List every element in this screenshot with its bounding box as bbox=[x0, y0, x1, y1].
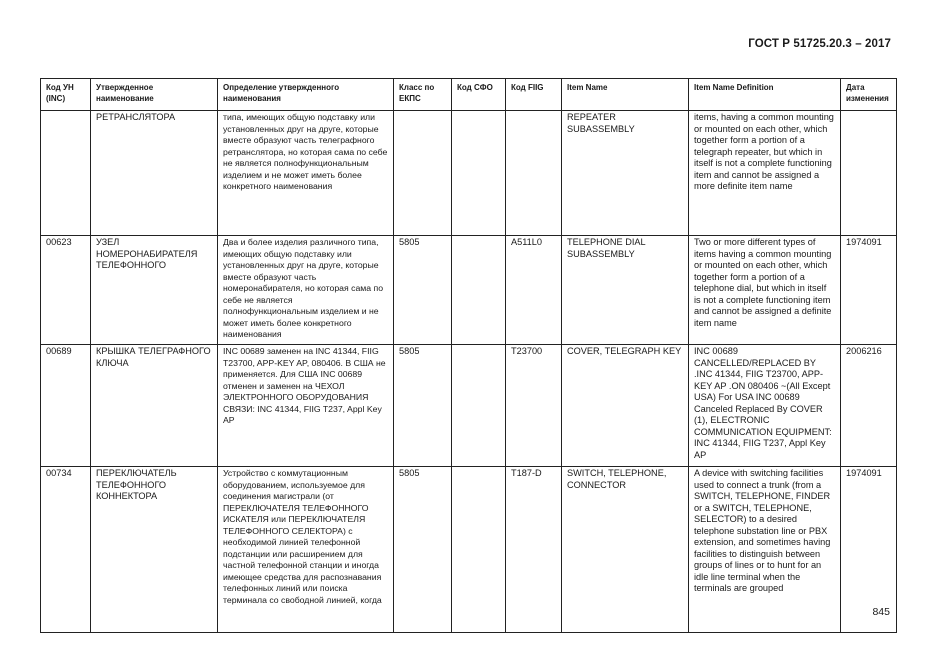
cell-sfo bbox=[452, 467, 506, 633]
cell-class: 5805 bbox=[394, 236, 452, 345]
cell-inc: 00689 bbox=[41, 345, 91, 467]
cell-name-definition: INC 00689 заменен на INC 41344, FIIG T23700, APP-KEY AP, 080406. В США не применяется. Для США INC 00689 отменен и заменен на ЧЕХОЛ ЭЛЕКТРОННОГО ОБОРУДОВАНИЯ СВЯЗИ: INC 41344, FIIG T237, Appl Key AP bbox=[218, 345, 394, 467]
cell-inc bbox=[41, 111, 91, 236]
column-header-name-definition: Определение утвержденного наименования bbox=[218, 79, 394, 111]
cell-item-definition: INC 00689 CANCELLED/REPLACED BY .INC 41344, FIIG T23700, APP-KEY AP .ON 080406 ~(All Except USA) For USA INC 00689 Canceled Replaced By COVER (1), ELECTRONIC COMMUNICATION EQUIPMENT: INC 41344, FIIG T237, Appl Key AP bbox=[689, 345, 841, 467]
cell-approved-name: КРЫШКА ТЕЛЕГРАФНОГО КЛЮЧА bbox=[91, 345, 218, 467]
cell-change-date: 1974091 bbox=[841, 236, 897, 345]
cell-change-date bbox=[841, 111, 897, 236]
document-header-title: ГОСТ Р 51725.20.3 – 2017 bbox=[748, 38, 891, 50]
cell-approved-name: ПЕРЕКЛЮЧАТЕЛЬ ТЕЛЕФОННОГО КОННЕКТОРА bbox=[91, 467, 218, 633]
cell-item-name: COVER, TELEGRAPH KEY bbox=[562, 345, 689, 467]
spec-table bbox=[40, 78, 897, 633]
cell-item-definition: A device with switching facilities used to connect a trunk (from a SWITCH, TELEPHONE, FINDER or a SWITCH, TELEPHONE, SELECTOR) to a desired telephone substation line or PBX extension, and sometimes having facilities to distinguish between groups of lines or to hunt for an idle line terminal when the terminals are grouped bbox=[689, 467, 841, 633]
table-row bbox=[41, 111, 897, 236]
cell-name-definition: Устройство с коммутационным оборудованием, используемое для соединения магистрали (от ПЕРЕКЛЮЧАТЕЛЯ ТЕЛЕФОННОГО ИСКАТЕЛЯ или ПЕРЕКЛЮЧАТЕЛЯ ТЕЛЕФОННОГО СЕЛЕКТОРА) с необходимой линией телефонной подстанции или расширением для частной телефонной станции и иногда имеющее средства для распознавания телефонных линий или поиска терминала со свободной линией, когда bbox=[218, 467, 394, 633]
cell-class: 5805 bbox=[394, 345, 452, 467]
cell-approved-name: РЕТРАНСЛЯТОРА bbox=[91, 111, 218, 236]
cell-fiig: T23700 bbox=[506, 345, 562, 467]
cell-fiig: T187-D bbox=[506, 467, 562, 633]
cell-sfo bbox=[452, 345, 506, 467]
cell-inc: 00734 bbox=[41, 467, 91, 633]
column-header-sfo: Код СФО bbox=[452, 79, 506, 111]
cell-item-definition: items, having a common mounting or mounted on each other, which together form a portion of a telegraph repeater, but which in itself is not a complete functioning item and cannot be assigned a more definite item name bbox=[689, 111, 841, 236]
column-header-fiig: Код FIIG bbox=[506, 79, 562, 111]
cell-fiig: A511L0 bbox=[506, 236, 562, 345]
cell-item-name: SWITCH, TELEPHONE, CONNECTOR bbox=[562, 467, 689, 633]
column-header-item-definition: Item Name Definition bbox=[689, 79, 841, 111]
table-header-row bbox=[41, 79, 897, 111]
cell-approved-name: УЗЕЛ НОМЕРОНАБИРАТЕЛЯ ТЕЛЕФОННОГО bbox=[91, 236, 218, 345]
table-row bbox=[41, 467, 897, 633]
cell-name-definition: Два и более изделия различного типа, имеющих общую подставку или установленных друг на друге, которые вместе образуют часть номеронабирателя, но которая сама по себе не является полнофункциональным изделием и не может иметь более конкретного наименования bbox=[218, 236, 394, 345]
table-row bbox=[41, 345, 897, 467]
column-header-change-date: Дата изменения bbox=[841, 79, 897, 111]
cell-change-date: 1974091 bbox=[841, 467, 897, 633]
table-row bbox=[41, 236, 897, 345]
column-header-approved-name: Утвержденное наименование bbox=[91, 79, 218, 111]
page-number: 845 bbox=[872, 606, 890, 618]
cell-item-definition: Two or more different types of items having a common mounting or mounted on each other, which together form a portion of a telephone dial, but which in itself is not a complete functioning item and cannot be assigned a definite item name bbox=[689, 236, 841, 345]
cell-item-name: REPEATER SUBASSEMBLY bbox=[562, 111, 689, 236]
cell-class bbox=[394, 111, 452, 236]
cell-item-name: TELEPHONE DIAL SUBASSEMBLY bbox=[562, 236, 689, 345]
cell-sfo bbox=[452, 111, 506, 236]
column-header-inc: Код УН (INC) bbox=[41, 79, 91, 111]
cell-inc: 00623 bbox=[41, 236, 91, 345]
cell-change-date: 2006216 bbox=[841, 345, 897, 467]
cell-sfo bbox=[452, 236, 506, 345]
column-header-class: Класс по ЕКПС bbox=[394, 79, 452, 111]
cell-fiig bbox=[506, 111, 562, 236]
cell-class: 5805 bbox=[394, 467, 452, 633]
column-header-item-name: Item Name bbox=[562, 79, 689, 111]
cell-name-definition: типа, имеющих общую подставку или установленных друг на друге, которые вместе образуют часть телеграфного ретранслятора, но которая сама по себе не является полнофункциональным изделием и не может иметь более конкретного наименования bbox=[218, 111, 394, 236]
